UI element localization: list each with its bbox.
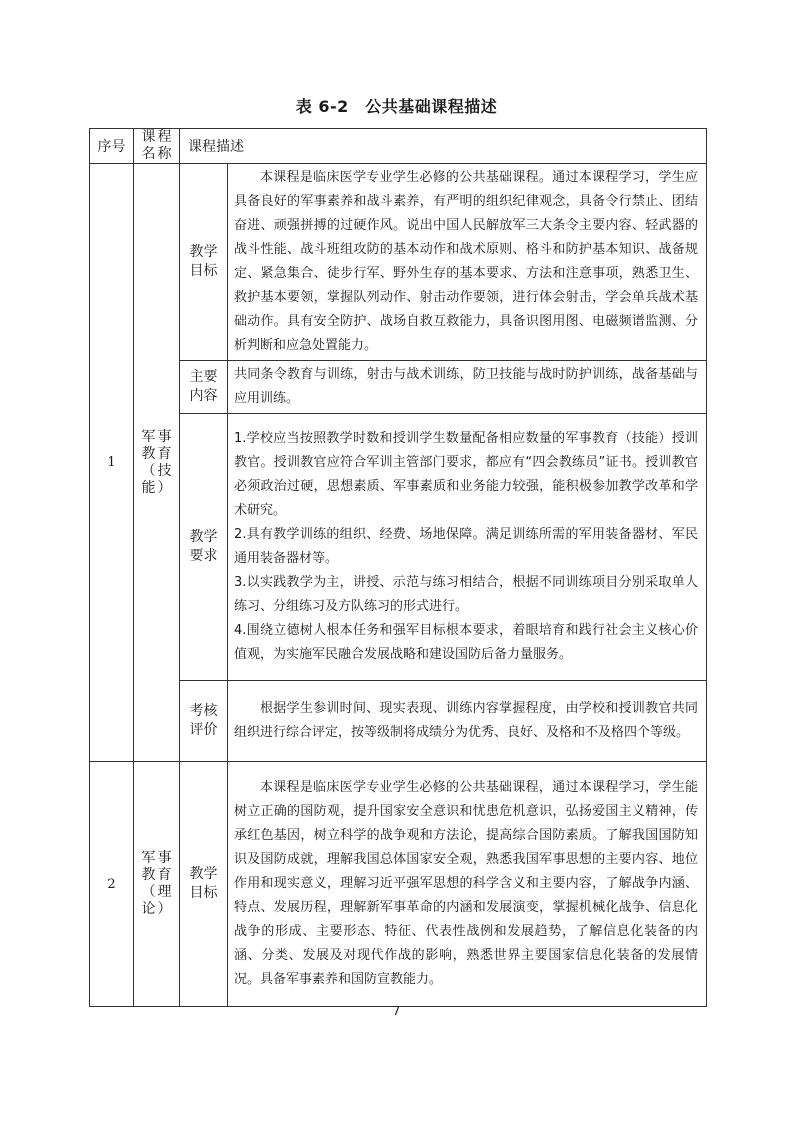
desc-paragraph: 共同条令教育与训练，射击与战术训练，防卫技能与战时防护训练，战备基础与应用训练。 bbox=[234, 367, 698, 406]
section-desc bbox=[228, 681, 707, 762]
course-name: 军事教育（技能） bbox=[134, 164, 180, 762]
table-header-row bbox=[90, 129, 707, 164]
section-desc bbox=[228, 414, 707, 681]
desc-paragraph: 1.学校应当按照教学时数和授训学生数量配备相应数量的军事教育（技能）授训教官。授训教官应符合军训主管部门要求，都应有“四会教练员”证书。授训教官必须政治过硬，思想素质、军事素质和业务能力较强，能积极参加教学改革和学术研究。 bbox=[234, 431, 698, 518]
section-label: 主要内容 bbox=[180, 361, 228, 414]
section-desc bbox=[228, 164, 707, 361]
section-label: 教学目标 bbox=[180, 762, 228, 1007]
header-desc: 课程描述 bbox=[180, 129, 707, 164]
course-seq: 2 bbox=[90, 762, 134, 1007]
table-row bbox=[90, 414, 707, 681]
section-label: 教学目标 bbox=[180, 164, 228, 361]
table-row bbox=[90, 681, 707, 762]
page-number: 7 bbox=[392, 1004, 401, 1018]
desc-paragraph: 4.围绕立德树人根本任务和强军目标根本要求，着眼培育和践行社会主义核心价值观，为实施军民融合发展战略和建设国防后备力量服务。 bbox=[234, 623, 698, 662]
desc-paragraph: 本课程是临床医学专业学生必修的公共基础课程。通过本课程学习，学生应具备良好的军事素养和战斗素养，有严明的组织纪律观念，具备令行禁止、团结奋进、顽强拼搏的过硬作风。说出中国人民解放军三大条令主要内容、轻武器的战斗性能、战斗班组攻防的基本动作和战术原则、格斗和防护基本知识、战备规定、紧急集合、徒步行军、野外生存的基本要求、方法和注意事项，熟悉卫生、救护基本要领，掌握队列动作、射击动作要领，进行体会射击，学会单兵战术基础动作。具有安全防护、战场自救互救能力，具备识图用图、电磁频谱监测、分析判断和应急处置能力。 bbox=[234, 170, 698, 353]
course-name: 军事教育（理论） bbox=[134, 762, 180, 1007]
section-label: 考核评价 bbox=[180, 681, 228, 762]
page-title: 表 6-2 公共基础课程描述 bbox=[295, 97, 498, 116]
table-row bbox=[90, 164, 707, 361]
section-desc bbox=[228, 762, 707, 1007]
section-label: 教学要求 bbox=[180, 414, 228, 681]
section-desc bbox=[228, 361, 707, 414]
table-row bbox=[90, 762, 707, 1007]
desc-paragraph: 根据学生参训时间、现实表现、训练内容掌握程度，由学校和授训教官共同组织进行综合评定，按等级制将成绩分为优秀、良好、及格和不及格四个等级。 bbox=[234, 701, 698, 740]
course-table bbox=[89, 128, 707, 1007]
header-seq: 序号 bbox=[90, 129, 134, 164]
desc-paragraph: 3.以实践教学为主，讲授、示范与练习相结合，根据不同训练项目分别采取单人练习、分组练习及方队练习的形式进行。 bbox=[234, 575, 698, 614]
desc-paragraph: 本课程是临床医学专业学生必修的公共基础课程，通过本课程学习，学生能树立正确的国防观，提升国家安全意识和忧患危机意识，弘扬爱国主义精神，传承红色基因，树立科学的战争观和方法论，提高综合国防素质。了解我国国防知识及国防成就，理解我国总体国家安全观，熟悉我国军事思想的主要内容、地位作用和现实意义，理解习近平强军思想的科学含义和主要内容，了解战争内涵、特点、发展历程，理解新军事革命的内涵和发展演变，掌握机械化战争、信息化战争的形成、主要形态、特征、代表性战例和发展趋势，了解信息化装备的内涵、分类、发展及对现代作战的影响，熟悉世界主要国家信息化装备的发展情况。具备军事素养和国防宣教能力。 bbox=[234, 780, 698, 987]
desc-paragraph: 2.具有教学训练的组织、经费、场地保障。满足训练所需的军用装备器材、军民通用装备器材等。 bbox=[234, 527, 698, 566]
course-seq: 1 bbox=[90, 164, 134, 762]
header-name: 课程名称 bbox=[134, 129, 180, 164]
table-row bbox=[90, 361, 707, 414]
